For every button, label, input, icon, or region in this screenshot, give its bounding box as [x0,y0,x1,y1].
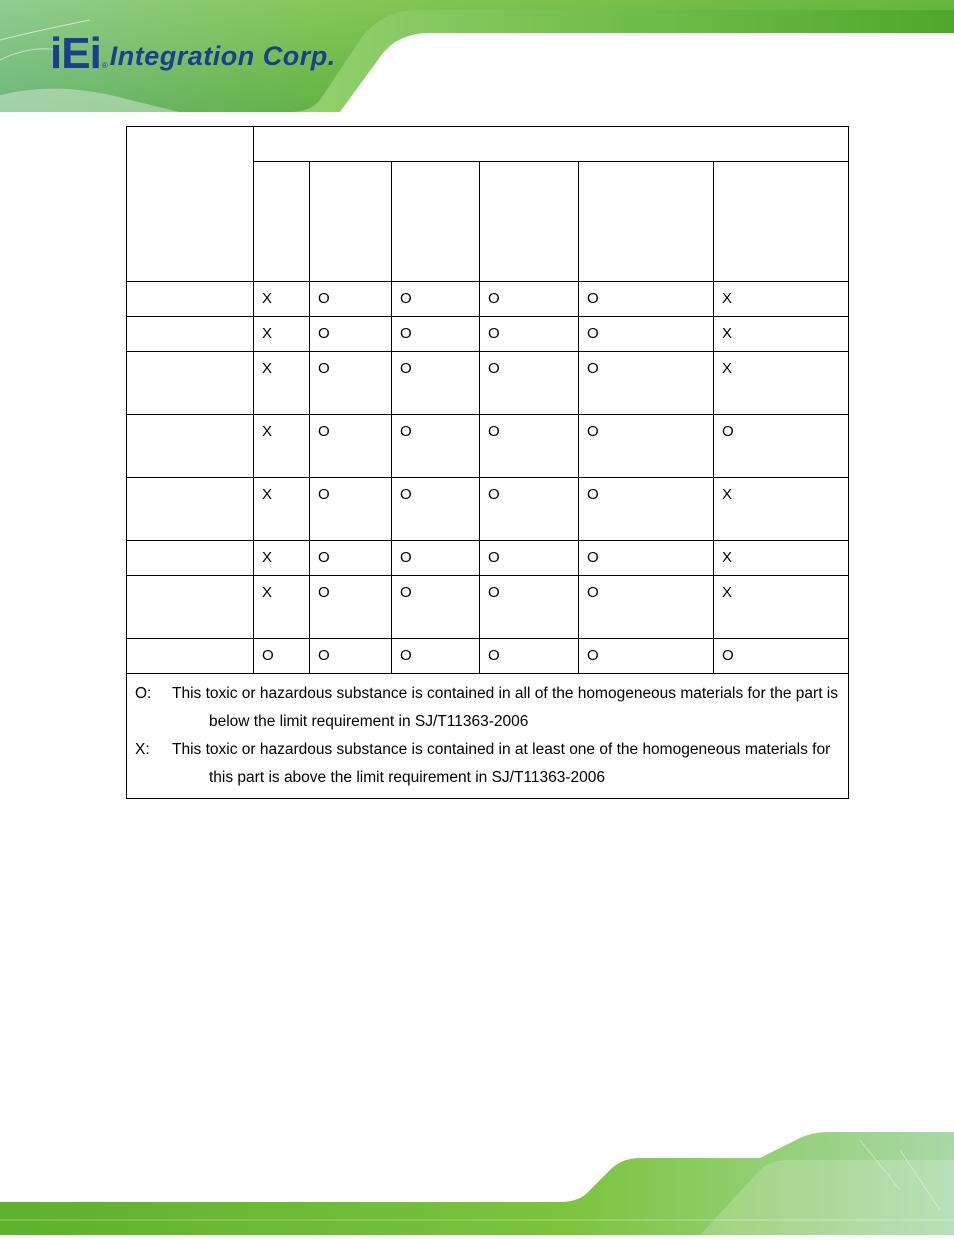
substance-header-cell [480,162,579,282]
mark-cell: O [480,576,579,639]
brand-name: Integration Corp. [109,41,336,71]
mark-cell: O [579,639,714,674]
rohs-table-wrapper [126,126,848,799]
note-o [135,680,840,708]
mark-cell: X [254,352,310,415]
part-cell [127,478,254,541]
table-row [127,282,849,317]
table-row [127,478,849,541]
note-key: O: [135,685,152,702]
mark-cell: O [392,639,480,674]
mark-cell: O [714,639,849,674]
footer-background [0,1130,954,1235]
part-cell [127,282,254,317]
note-key: X: [135,741,150,758]
part-cell [127,639,254,674]
mark-cell: O [579,478,714,541]
mark-cell: O [480,317,579,352]
mark-cell: O [480,415,579,478]
mark-cell: O [579,352,714,415]
notes-row [127,674,849,799]
mark-cell: X [714,317,849,352]
note-text: This toxic or hazardous substance is contained in all of the homogeneous materials for the part is [172,685,839,702]
mark-cell: O [392,282,480,317]
substance-header-cell [310,162,392,282]
mark-cell: X [254,415,310,478]
mark-cell: O [310,541,392,576]
mark-cell: X [714,282,849,317]
mark-cell: O [392,478,480,541]
mark-cell: O [714,415,849,478]
mark-cell: X [254,317,310,352]
table-row [127,352,849,415]
mark-cell: O [480,478,579,541]
mark-cell: O [480,541,579,576]
part-cell [127,541,254,576]
table-header-row [127,127,849,162]
substance-header-cell [579,162,714,282]
note-continuation: this part is above the limit requirement in SJ/T11363-2006 [209,769,606,786]
mark-cell: O [579,282,714,317]
part-cell [127,576,254,639]
mark-cell: O [579,415,714,478]
table-row [127,317,849,352]
mark-cell: O [392,541,480,576]
note-text: This toxic or hazardous substance is contained in at least one of the homogeneous materials for [172,741,831,758]
part-cell [127,352,254,415]
mark-cell: X [714,576,849,639]
mark-cell: O [392,415,480,478]
mark-cell: O [480,639,579,674]
mark-cell: O [310,352,392,415]
table-row [127,576,849,639]
mark-cell: O [310,576,392,639]
note-continuation: below the limit requirement in SJ/T11363-2006 [209,713,529,730]
mark-cell: O [392,576,480,639]
brand-mark: iEi [50,29,101,78]
mark-cell: O [480,352,579,415]
registered-mark: ® [101,61,108,70]
part-cell [127,317,254,352]
mark-cell: O [310,317,392,352]
mark-cell: O [310,415,392,478]
substance-group-header-cell [254,127,849,162]
notes-cell [127,674,849,799]
mark-cell: O [310,282,392,317]
mark-cell: O [392,352,480,415]
footer-banner [0,1130,954,1235]
mark-cell: X [254,282,310,317]
mark-cell: O [310,478,392,541]
mark-cell: O [310,639,392,674]
mark-cell: O [254,639,310,674]
note-x [135,736,840,764]
mark-cell: X [254,478,310,541]
table-row [127,639,849,674]
mark-cell: O [579,541,714,576]
table-row [127,541,849,576]
mark-cell: X [254,541,310,576]
mark-cell: O [579,576,714,639]
mark-cell: X [254,576,310,639]
mark-cell: X [714,541,849,576]
mark-cell: X [714,352,849,415]
substance-header-cell [714,162,849,282]
hazardous-substance-table [126,126,849,799]
table-row [127,415,849,478]
header-banner [0,0,954,115]
part-name-header-cell [127,127,254,282]
substance-header-cell [392,162,480,282]
brand-logo [50,26,336,76]
mark-cell: O [579,317,714,352]
part-cell [127,415,254,478]
mark-cell: X [714,478,849,541]
mark-cell: O [392,317,480,352]
substance-header-cell [254,162,310,282]
mark-cell: O [480,282,579,317]
